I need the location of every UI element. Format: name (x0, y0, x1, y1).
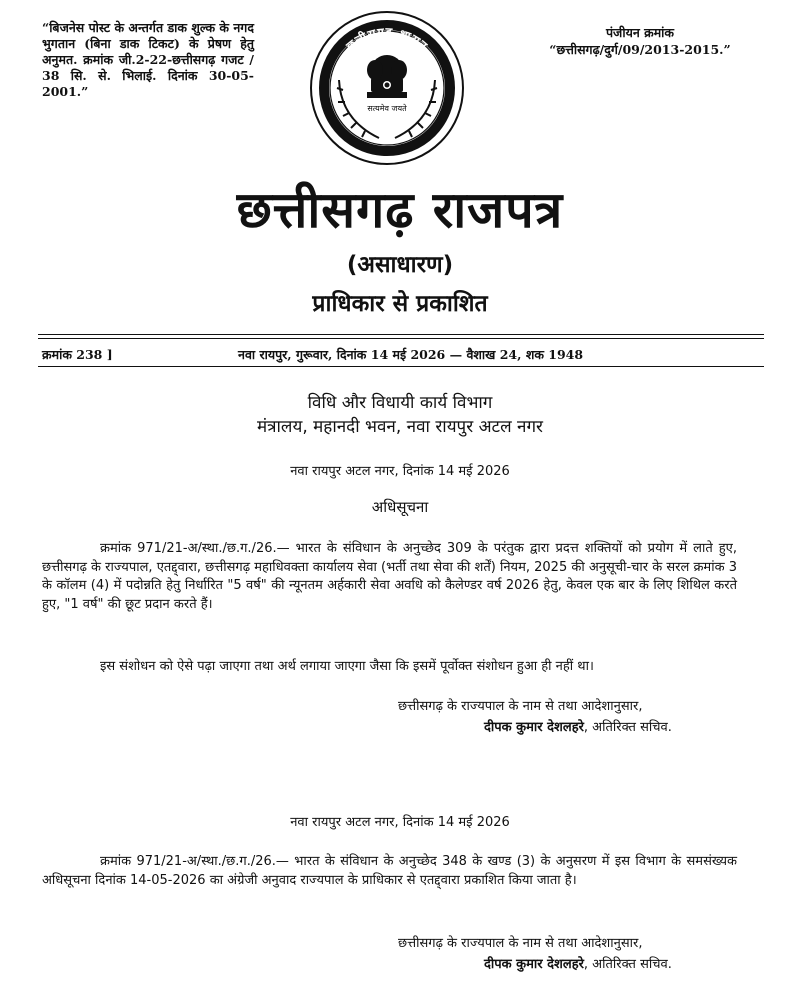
signature-2-order-line: छत्तीसगढ़ के राज्यपाल के नाम से तथा आदेशानुसार, (398, 936, 643, 951)
lion-capital-icon (367, 55, 407, 98)
notification-date-2: नवा रायपुर अटल नगर, दिनांक 14 मई 2026 (290, 815, 510, 830)
signature-1 (484, 717, 672, 735)
divider-top (38, 334, 764, 335)
registration-label: पंजीयन क्रमांक (605, 25, 675, 40)
state-emblem-seal (309, 10, 465, 166)
notification-paragraph-1 (42, 540, 737, 614)
signatory-2-title: , अतिरिक्त सचिव. (583, 957, 672, 972)
notification-paragraph-2 (42, 658, 737, 677)
signatory-1-name: दीपक कुमार देशलहरे (484, 720, 584, 735)
divider-top-inner (38, 338, 764, 339)
issue-number: क्रमांक 238 ] (42, 347, 113, 362)
registration-block (515, 24, 765, 58)
signatory-1-title: , अतिरिक्त सचिव. (583, 720, 672, 735)
signature-2 (484, 954, 672, 972)
extraordinary-label: (असाधारण) (346, 252, 454, 278)
authority-label: प्राधिकार से प्रकाशित (312, 291, 488, 317)
emblem-motto: सत्यमेव जयते (367, 104, 407, 113)
paragraph-3-text: क्रमांक 971/21-अ/स्था./छ.ग./26.— भारत के संविधान के अनुच्छेद 348 के खण्ड (3) के अनुसरण में इस विभाग के समसंख्यक अधिसूचना दिनांक 14-05-2026 का अंग्रेजी अनुवाद राज्यपाल के प्राधिकार से एतद्द्वारा प्रकाशित किया जाता है। (42, 854, 737, 888)
postal-permit-note: “बिजनेस पोस्ट के अन्तर्गत डाक शुल्क के नगद भुगतान (बिना डाक टिकट) के प्रेषण हेतु अनुमत. क्रमांक जी.2-22-छत्तीसगढ़ गजट / 38 सि. से. भिलाई. दिनांक 30-05-2001.” (42, 20, 254, 99)
gazette-title: छत्तीसगढ़ राजपत्र (236, 181, 564, 239)
notification-date-1: नवा रायपुर अटल नगर, दिनांक 14 मई 2026 (290, 464, 510, 479)
emblem-top-text: छत्तीसगढ़ शासन (343, 24, 431, 54)
ministry-address: मंत्रालय, महानदी भवन, नवा रायपुर अटल नगर (256, 417, 544, 437)
department-name: विधि और विधायी कार्य विभाग (307, 393, 493, 413)
paragraph-1-text: क्रमांक 971/21-अ/स्था./छ.ग./26.— भारत के संविधान के अनुच्छेद 309 के परंतुक द्वारा प्रदत्त शक्तियों को प्रयोग में लाते हुए, छत्तीसगढ़ के राज्यपाल, एतद्द्वारा, छत्तीसगढ़ महाधिवक्ता कार्यालय सेवा (भर्ती तथा सेवा की शर्तें) नियम, 2025 की अनुसूची-चार के सरल क्रमांक 3 के कॉलम (4) में पदोन्नति हेतु निर्धारित "5 वर्ष" की न्यूनतम अर्हकारी सेवा अवधि को कैलेण्डर वर्ष 2026 हेतु, केवल एक बार के लिए शिथिल करते हुए, "1 वर्ष" की छूट प्रदान करते हैं। (42, 541, 737, 612)
paragraph-2-text: इस संशोधन को ऐसे पढ़ा जाएगा तथा अर्थ लगाया जाएगा जैसा कि इसमें पूर्वोक्त संशोधन हुआ ही नहीं था। (100, 659, 594, 674)
notification-heading: अधिसूचना (371, 498, 429, 516)
notification-paragraph-3 (42, 853, 737, 890)
divider-bottom (38, 366, 764, 367)
issue-date: नवा रायपुर, गुरूवार, दिनांक 14 मई 2026 — वैशाख 24, शक 1948 (238, 347, 584, 362)
signature-1-order-line: छत्तीसगढ़ के राज्यपाल के नाम से तथा आदेशानुसार, (398, 699, 643, 714)
registration-number: “छत्तीसगढ़/दुर्ग/09/2013-2015.” (549, 42, 731, 57)
signatory-2-name: दीपक कुमार देशलहरे (484, 957, 584, 972)
